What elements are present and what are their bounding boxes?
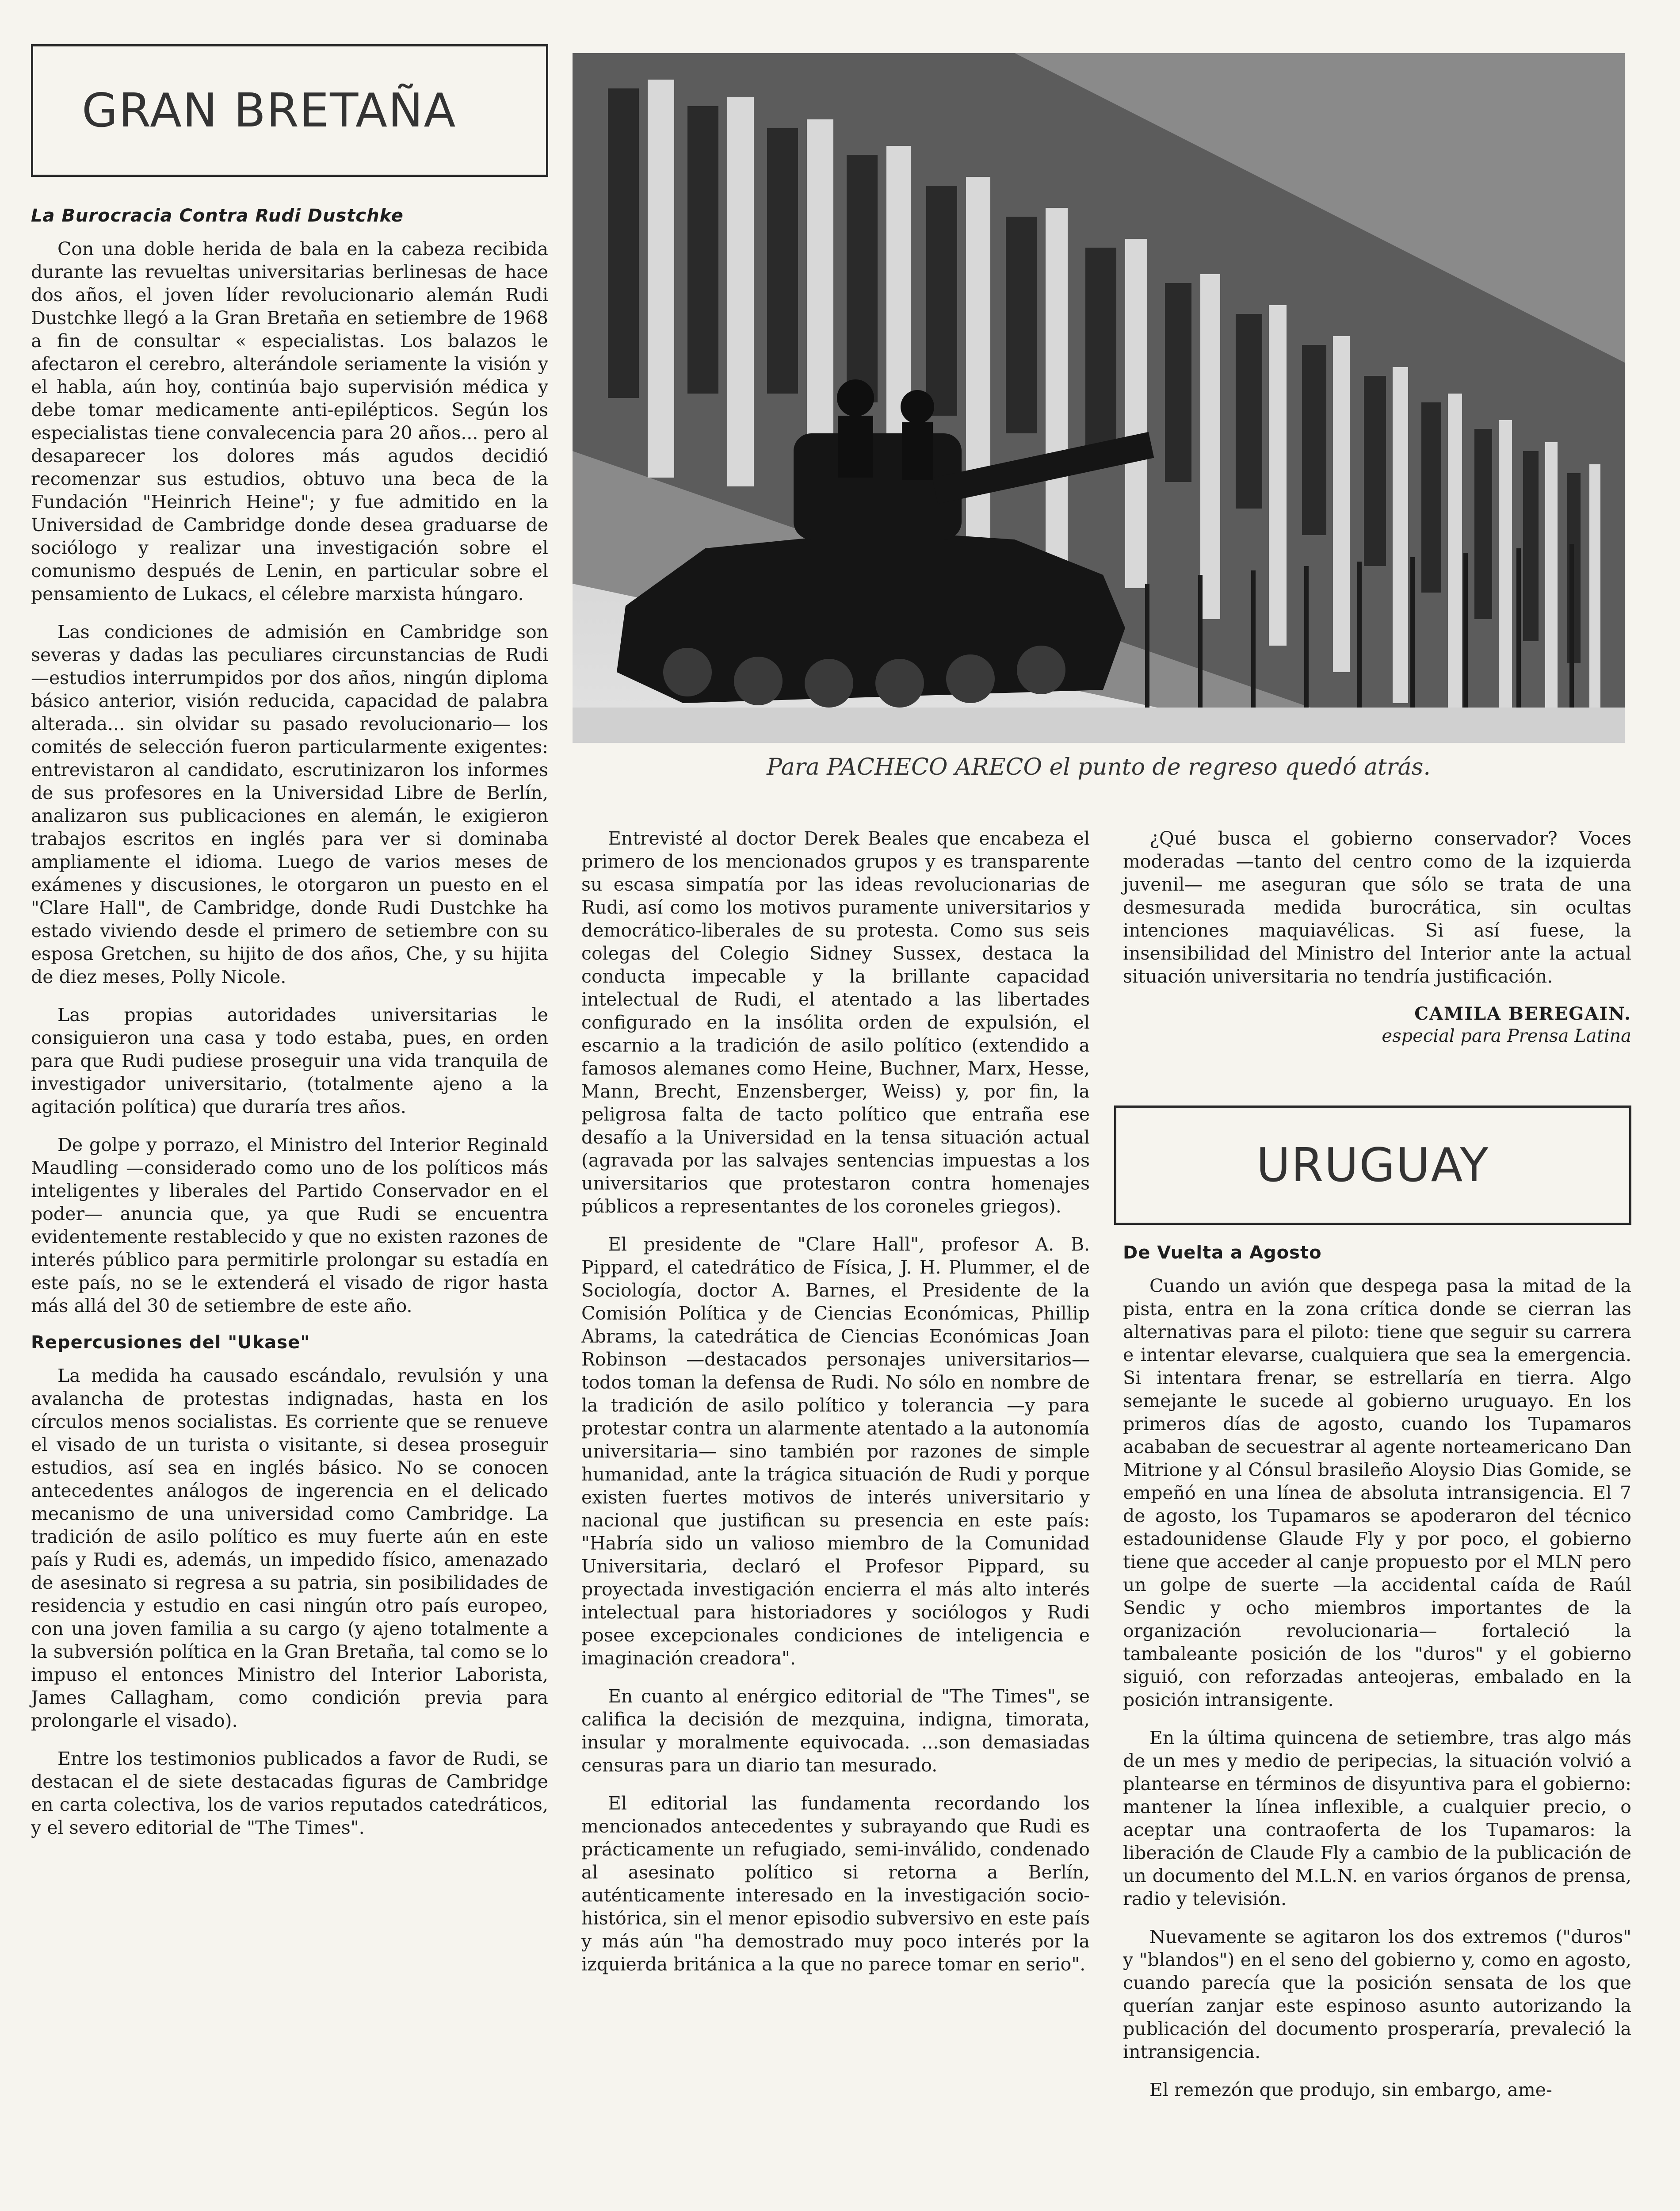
paragraph: En cuanto al enérgico editorial de "The Times", se califica la decisión de mezquina, indigna, timorata, insular y moralmente equivocada. ...son demasiadas censuras para un diario tan mesurado.	[581, 1686, 1090, 1776]
paragraph: El presidente de "Clare Hall", profesor A. B. Pippard, el catedrático de Física, J. H. Plummer, el de Sociología, doctor A. Barnes, el Presidente de la Comisión Política y de Ciencias Económicas, Phillip Abrams, la catedrática de Ciencias Económicas Joan Robinson —destacados personajes universitarios— todos toman la defensa de Rudi. No sólo en nombre de la tradición de asilo político y tolerancia —y para protestar contra un alarmente atentado a la autonomía universitaria— sino también por razones de simple humanidad, ante la trágica situación de Rudi y porque existen fuertes motivos de interés universitario y nacional que justifican su presencia en este país: "Habría sido un valioso miembro de la Comunidad Universitaria, declaró el Profesor Pippard, su proyectada investigación encierra el más alto interés intelectual para historiadores y sociólogos y Rudi posee excepcionales condiciones de inteligencia e imaginación creadora".	[581, 1234, 1090, 1669]
byline	[1123, 1003, 1631, 1047]
photo-caption: Para PACHECO ARECO el punto de regreso quedó atrás.	[767, 754, 1431, 780]
paragraph: ¿Qué busca el gobierno conservador? Voces moderadas —tanto del centro como de la izquierda juvenil— me aseguran que sólo se trata de una desmesurada medida burocrática, sin ocultas intenciones maquiavélicas. Si así fuese, la insensibilidad del Ministro del Interior ante la actual situación universitaria no tendría justificación.	[1123, 828, 1631, 987]
subhead-burocracia: La Burocracia Contra Rudi Dustchke	[31, 206, 404, 226]
column-3	[1123, 827, 1631, 1136]
paragraph: Con una doble herida de bala en la cabeza recibida durante las revueltas universitarias berlinesas de hace dos años, el joven líder revolucionario alemán Rudi Dustchke llegó a la Gran Bretaña en setiembre de 1968 a fin de consultar « especialistas. Los balazos le afectaron el cerebro, alterándole seriamente la visión y el habla, aún hoy, continúa bajo supervisión médica y debe tomar medicamente anti-epilépticos. Según los especialistas tiene convalecencia para 20 años... pero al desaparecer los dolores más agudos decidió recomenzar sus estudios, obtuvo una beca de la Fundación "Heinrich Heine"; y fue admitido en la Universidad de Cambridge donde desea graduarse de sociólogo y realizar una investigación sobre el comunismo después de Lenin, en particular sobre el pensamiento de Lukacs, el célebre marxista húngaro.	[31, 238, 548, 604]
paragraph: Nuevamente se agitaron los dos extremos ("duros" y "blandos") en el seno del gobierno y, como en agosto, cuando parecía que la posición sensata de los que querían zanjar este espinoso asunto autorizando la publicación del documento prosperaría, prevaleció la intransigencia.	[1123, 1926, 1631, 2062]
paragraph: Entrevisté al doctor Derek Beales que encabeza el primero de los mencionados grupos y es transparente su escasa simpatía por las ideas revolucionarias de Rudi, así como los motivos puramente universitarios y democrático-liberales de su protesta. Como sus seis colegas del Colegio Sidney Sussex, destaca la conducta impecable y la brillante capacidad intelectual de Rudi, el atentado a las libertades configurado en la insólita orden de expulsión, el escarnio a la tradición de asilo político (extendido a famosos alemanes como Heine, Buchner, Marx, Hesse, Mann, Brecht, Enzensberger, Weiss) y, por fin, la peligrosa falta de tacto político que entraña ese desafío a la Universidad en la tensa situación actual (agravada por las salvajes sentencias impuestas a los universitarios que protestaron contra homenajes públicos a representantes de los coroneles griegos).	[581, 828, 1090, 1217]
paragraph: De golpe y porrazo, el Ministro del Interior Reginald Maudling —considerado como uno de los políticos más inteligentes y liberales del Partido Conservador en el poder— anuncia que, ya que Rudi se encuentra evidentemente restablecido y que no existen razones de interés público para permitirle prolongar su estadía en este país, no se le extenderá el visado de rigor hasta más allá del 30 de setiembre de este año.	[31, 1134, 548, 1316]
column-1	[31, 192, 548, 2182]
gran-bretana-title: GRAN BRETAÑA	[82, 84, 457, 138]
uruguay-title-box	[1114, 1106, 1631, 1225]
paragraph: En la última quincena de setiembre, tras algo más de un mes y medio de peripecias, la situación volvió a plantearse en términos de disyuntiva para el gobierno: mantener la línea inflexible, a cualquier precio, o aceptar una contraoferta de los Tupamaros: la liberación de Claude Fly a cambio de la publicación de un documento del M.L.N. en varios órganos de prensa, radio y televisión.	[1123, 1727, 1631, 1909]
paragraph: La medida ha causado escándalo, revulsión y una avalancha de protestas indignadas, hasta en los círculos menos socialistas. Es corriente que se renueve el visado de un turista o visitante, si desea proseguir estudios, así sea en inglés básico. No se conocen antecedentes análogos de ingerencia en el delicado mecanismo de una universidad como Cambridge. La tradición de asilo político es muy fuerte aún en este país y Rudi es, además, un impedido físico, amenazado de asesinato si regresa a su patria, sin posibilidades de residencia y estudio en casi ningún otro país europeo, con una joven familia a su cargo (y ajeno totalmente a la subversión política en la Gran Bretaña, tal como se lo impuso el entonces Ministro del Interior Laborista, James Callagham, como condición previa para prolongarle el visado).	[31, 1365, 548, 1731]
gran-bretana-title-box	[31, 44, 548, 177]
subhead-vuelta-agosto: De Vuelta a Agosto	[1123, 1243, 1322, 1263]
paragraph: Cuando un avión que despega pasa la mitad de la pista, entra en la zona crítica donde se cierran las alternativas para el piloto: tiene que seguir su carrera e intentar elevarse, cualquiera que sea la emergencia. Si intentara frenar, se estrellaría en tierra. Algo semejante le sucede al gobierno uruguayo. En los primeros días de agosto, cuando los Tupamaros acababan de secuestrar al agente norteamericano Dan Mitrione y al Cónsul brasileño Aloysio Dias Gomide, se empeñó en una línea de absoluta intransigencia. El 7 de agosto, los Tupamaros se apoderaron del técnico estadounidense Glaude Fly y por poco, el gobierno tiene que acceder al canje propuesto por el MLN pero un golpe de suerte —la accidental caída de Raúl Sendic y ocho miembros importantes de la organización revolucionaria— fortaleció la tambaleante posición de los "duros" y el gobierno siguió, con reforzadas anteojeras, embalado en la posición intransigente.	[1123, 1275, 1631, 1710]
uruguay-title: URUGUAY	[1256, 1138, 1489, 1192]
paragraph: Las propias autoridades universitarias le consiguieron una casa y todo estaba, pues, en orden para que Rudi pudiese proseguir una vida tranquila de investigador universitario, (totalmente ajeno a la agitación política) que duraría tres años.	[31, 1004, 548, 1117]
paragraph: Las condiciones de admisión en Cambridge son severas y dadas las peculiares circunstancias de Rudi —estudios interrumpidos por dos años, ningún diploma básico anterior, visión reducida, capacidad de palabra alterada... sin olvidar su pasado revolucionario— los comités de selección fueron particularmente exigentes: entrevistaron al candidato, escrutinizaron los informes de sus profesores en la Universidad Libre de Berlín, analizaron sus publicaciones en alemán, le exigieron trabajos escritos en inglés para ver si dominaba ampliamente el idioma. Luego de varios meses de exámenes y discusiones, le otorgaron un puesto en el "Clare Hall", de Cambridge, donde Rudi Dustchke ha estado viviendo desde el primero de setiembre con su esposa Gretchen, su hijito de dos años, Che, y su hijita de diez meses, Polly Nicole.	[31, 621, 548, 987]
news-photo	[573, 53, 1625, 743]
tank-building-photo	[573, 53, 1625, 743]
column-3-uruguay	[1123, 1229, 1631, 2189]
byline-name: CAMILA BEREGAIN.	[1414, 1003, 1631, 1024]
paragraph: Entre los testimonios publicados a favor de Rudi, se destacan el de siete destacadas figuras de Cambridge en carta colectiva, los de varios reputados catedráticos, y el severo editorial de "The Times".	[31, 1748, 548, 1838]
byline-org: especial para Prensa Latina	[1382, 1026, 1631, 1046]
paragraph: El remezón que produjo, sin embargo, ame-	[1149, 2079, 1552, 2100]
paragraph: El editorial las fundamenta recordando los mencionados antecedentes y subrayando que Rudi es prácticamente un refugiado, semi-inválido, condenado al asesinato político si retorna a Berlín, auténticamente interesado en la investigación socio-histórica, sin el menor episodio subversivo en este país y más aún "ha demostrado muy poco interés por la izquierda británica a la que no parece tomar en serio".	[581, 1793, 1090, 1975]
column-2	[581, 827, 1090, 2189]
subhead-repercusiones: Repercusiones del "Ukase"	[31, 1332, 310, 1353]
